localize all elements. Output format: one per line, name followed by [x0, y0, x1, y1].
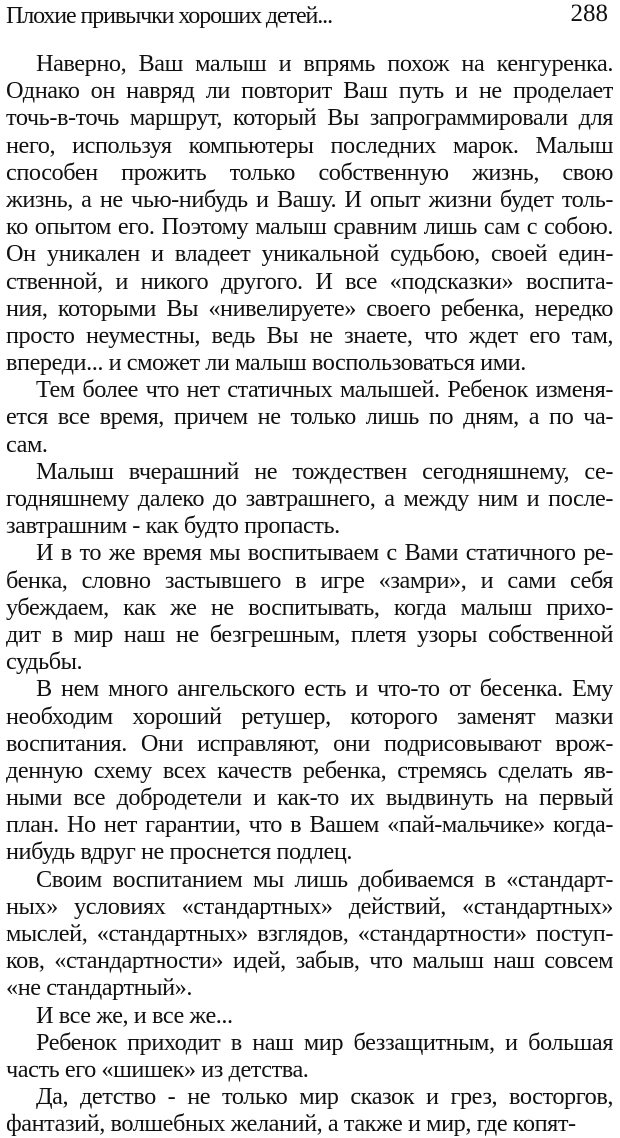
text-line: Он уникален и владеет уникальной судьбою, своей един- — [6, 240, 613, 268]
text-line: ных» условиях «стандартных» действий, «стандартных» — [6, 892, 613, 920]
text-line: Наверно, Ваш малыш и впрямь похож на кенгуренка. — [36, 50, 613, 77]
text-line: бенка, словно застывшего в игре «замри», и сами себя — [6, 566, 613, 594]
text-line: И все же, и все же... — [36, 1001, 233, 1029]
paragraph — [6, 866, 613, 1002]
text-line: план. Но нет гарантии, что в Вашем «пай-мальчике» когда- — [6, 811, 613, 839]
text-line: фантазий, волшебных желаний, а также и мир, где копят- — [6, 1110, 576, 1138]
paragraph — [6, 50, 613, 376]
text-line: завтрашним - как будто пропасть. — [6, 512, 340, 540]
text-line: сам. — [6, 430, 48, 458]
text-line: И в то же время мы воспитываем с Вами статичного ре- — [36, 539, 613, 567]
paragraph — [6, 458, 613, 540]
text-line: Своим воспитанием мы лишь добиваемся в «стандарт- — [36, 865, 613, 893]
text-line: Однако он навряд ли повторит Ваш путь и не проделает — [6, 77, 613, 105]
text-line: ков, «стандартности» идей, забыв, что малыш наш совсем — [6, 947, 613, 975]
page-number: 288 — [570, 0, 608, 27]
text-line: «не стандартный». — [6, 974, 192, 1002]
text-line: ния, которыми Вы «нивелируете» своего ребенка, нередко — [6, 294, 613, 322]
text-line: судьбы. — [6, 648, 83, 676]
text-line: денную схему всех качеств ребенка, стремясь сделать яв- — [6, 756, 613, 784]
text-line: Да, детство - не только мир сказок и грез, восторгов, — [36, 1083, 613, 1111]
paragraph — [6, 675, 613, 865]
paragraph — [6, 1002, 613, 1029]
text-line: Ребенок приходит в наш мир беззащитным, и большая — [36, 1028, 613, 1056]
paragraph — [6, 1083, 613, 1137]
page-header — [6, 0, 612, 40]
body-text — [6, 50, 613, 1138]
text-line: Малыш вчерашний не тождествен сегодняшнему, се- — [36, 457, 613, 485]
text-line: просто неуместны, ведь Вы не знаете, что ждет его там, — [6, 321, 613, 349]
text-line: Тем более что нет статичных малышей. Ребенок изменя- — [36, 376, 613, 404]
text-line: нибудь вдруг не проснется подлец. — [6, 838, 353, 866]
text-line: жизнь, а не чью-нибудь и Вашу. И опыт жизни будет толь- — [6, 185, 613, 213]
text-line: способен прожить только собственную жизнь, свою — [6, 158, 613, 186]
paragraph — [6, 539, 613, 675]
text-line: мыслей, «стандартных» взглядов, «стандартности» поступ- — [6, 920, 613, 947]
paragraph — [6, 1029, 613, 1083]
text-line: ется все время, причем не только лишь по дням, а по ча- — [6, 403, 613, 431]
text-line: В нем много ангельского есть и что-то от бесенка. Ему — [36, 675, 613, 703]
text-line: него, используя компьютеры последних марок. Малыш — [6, 131, 613, 159]
running-title: Плохие привычки хороших детей... — [6, 3, 332, 29]
text-line: ственной, и никого другого. И все «подсказки» воспита- — [6, 267, 613, 295]
text-line: необходим хороший ретушер, которого заменят мазки — [6, 702, 613, 730]
text-line: воспитания. Они исправляют, они подрисовывают врож- — [6, 729, 613, 757]
text-line: убеждаем, как же не воспитывать, когда малыш прихо- — [6, 593, 613, 621]
text-line: впереди... и сможет ли малыш воспользоваться ими. — [6, 349, 526, 377]
text-line: ными все добродетели и как-то их выдвинуть на первый — [6, 784, 613, 812]
text-line: дит в мир наш не безгрешным, плетя узоры собственной — [6, 620, 613, 648]
text-line: годняшнему далеко до завтрашнего, а между ним и после- — [6, 485, 613, 512]
text-line: часть его «шишек» из детства. — [6, 1055, 309, 1083]
paragraph — [6, 376, 613, 458]
text-line: точь-в-точь маршрут, который Вы запрограммировали для — [6, 104, 613, 132]
text-line: ко опытом его. Поэтому малыш сравним лишь сам с собою. — [6, 213, 613, 241]
